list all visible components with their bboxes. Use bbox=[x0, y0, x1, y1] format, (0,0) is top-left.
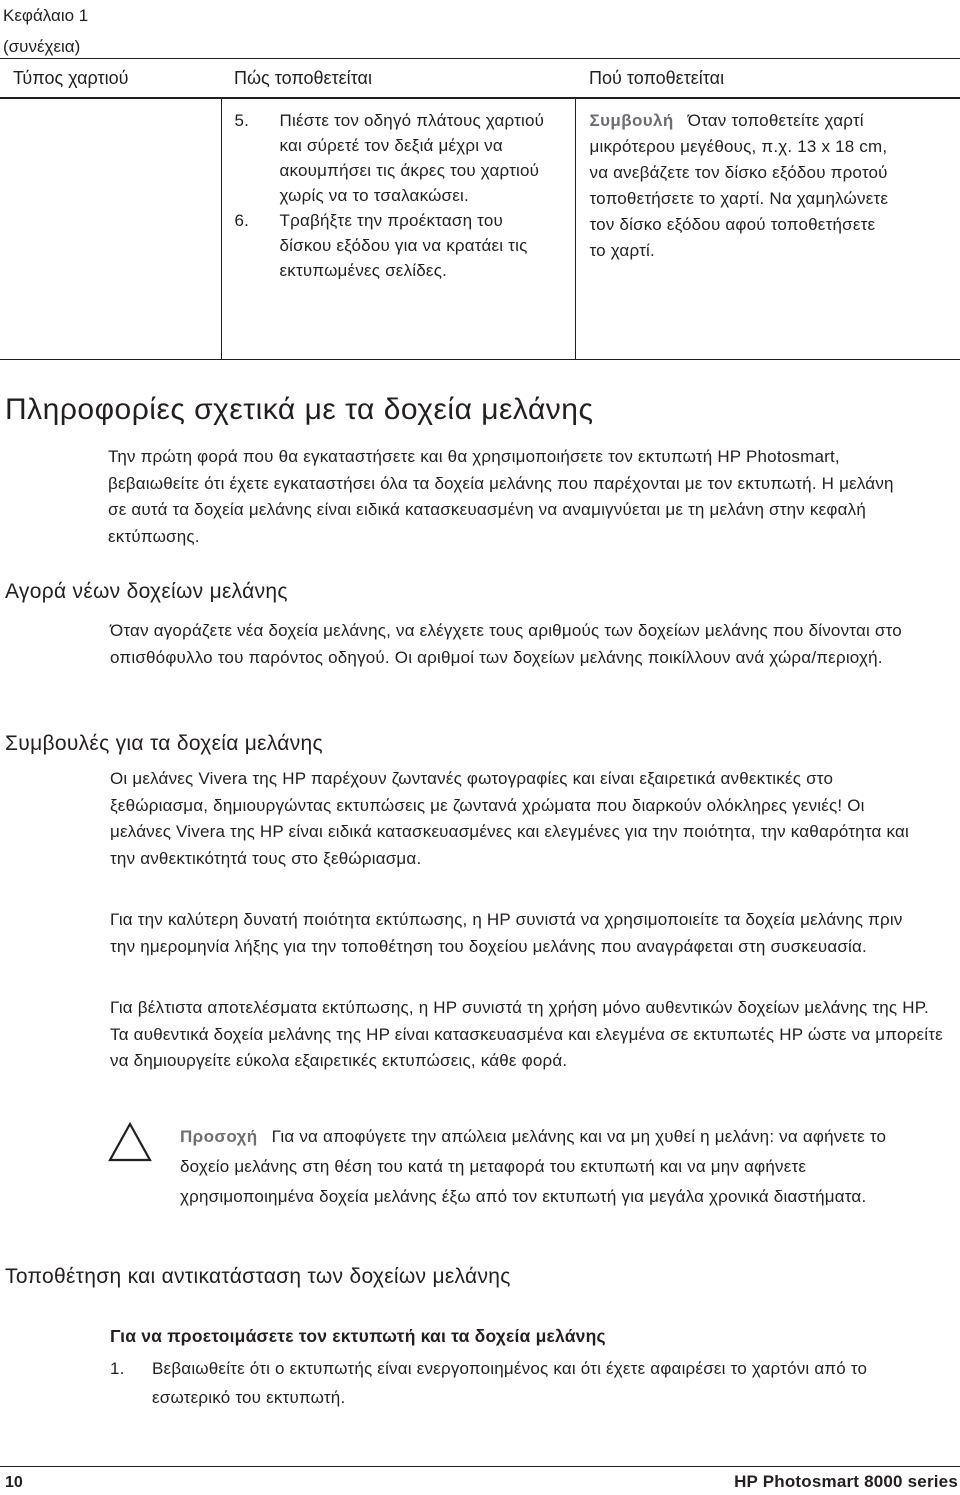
step-text: Βεβαιωθείτε ότι ο εκτυπωτής είναι ενεργοποιημένος και ότι έχετε αφαιρέσει το χαρτόνι από το εσωτερικό του εκτυπωτή. bbox=[152, 1359, 868, 1407]
loading-steps-list bbox=[222, 99, 575, 283]
procedure-title: Για να προετοιμάσετε τον εκτυπωτή και τα δοχεία μελάνης bbox=[110, 1326, 606, 1346]
table-header-row bbox=[0, 59, 960, 99]
list-item bbox=[110, 1354, 930, 1412]
caution-label: Προσοχή bbox=[180, 1127, 258, 1146]
subsection-title-buying: Αγορά νέων δοχείων μελάνης bbox=[5, 580, 288, 603]
subsection-title-replace: Τοποθέτηση και αντικατάσταση των δοχείων μελάνης bbox=[5, 1265, 511, 1288]
step-number: 6. bbox=[234, 211, 250, 230]
list-item bbox=[235, 208, 575, 283]
table-row bbox=[0, 98, 960, 360]
tip-text: Όταν τοποθετείτε χαρτί μικρότερου μεγέθους, π.χ. 13 x 18 cm, να ανεβάζετε τον δίσκο εξόδου προτού τοποθετήσετε το χαρτί. Να χαμηλώνετε τον δίσκο εξόδου αφού τοποθετήσετε το χαρτί. bbox=[589, 111, 889, 260]
tips-paragraph: Οι μελάνες Vivera της HP παρέχουν ζωντανές φωτογραφίες και είναι εξαιρετικά ανθεκτικές στο ξεθώριασμα, δημιουργώντας εκτυπώσεις με ζωντανά χρώματα που διαρκούν ολόκληρες γενιές! Οι μελάνες Vivera της HP είναι ειδικά κατασκευασμένες και ελεγμένες για την ποιότητα, την καθαρότητα και την ανθεκτικότητά τους στο ξεθώριασμα. bbox=[110, 769, 909, 868]
ink-info-intro: Την πρώτη φορά που θα εγκαταστήσετε και θα χρησιμοποιήσετε τον εκτυπωτή HP Photosmart, βεβαιωθείτε ότι έχετε εγκαταστήσει όλα τα δοχεία μελάνης που παρέχονται με τον εκτυπωτή. Η μελάνη σε αυτά τα δοχεία μελάνης είναι ειδικά κατασκευασμένη να αναμιγνύεται με τη μελάνη στην κεφαλή εκτύπωσης. bbox=[108, 447, 894, 546]
section-title-ink-info: Πληροφορίες σχετικά με τα δοχεία μελάνης bbox=[5, 393, 594, 426]
chapter-continued: (συνέχεια) bbox=[3, 37, 81, 56]
column-header-where-to-load: Πού τοποθετείται bbox=[575, 59, 960, 99]
tip-note bbox=[576, 99, 890, 264]
caution-note bbox=[108, 1122, 948, 1212]
footer-divider bbox=[0, 1466, 960, 1467]
tips-paragraph: Για την καλύτερη δυνατή ποιότητα εκτύπωσης, η HP συνιστά να χρησιμοποιείτε τα δοχεία μελάνης πριν την ημερομηνία λήξης για την τοποθέτηση του δοχείου μελάνης που αναγράφεται στη συσκευασία. bbox=[110, 910, 903, 956]
list-item bbox=[235, 108, 575, 208]
column-header-paper-type: Τύπος χαρτιού bbox=[0, 59, 221, 99]
buying-text: Όταν αγοράζετε νέα δοχεία μελάνης, να ελέγχετε τους αριθμούς των δοχείων μελάνης που δίνονται στο οπισθόφυλλο του παρόντος οδηγού. Οι αριθμοί των δοχείων μελάνης ποικίλλουν ανά χώρα/περιοχή. bbox=[110, 621, 902, 667]
subsection-title-tips: Συμβουλές για τα δοχεία μελάνης bbox=[5, 732, 323, 755]
column-header-how-to-load: Πώς τοποθετείται bbox=[221, 59, 575, 99]
step-text: Πιέστε τον οδηγό πλάτους χαρτιού και σύρετέ τον δεξιά μέχρι να ακουμπήσει τις άκρες του χαρτιού χωρίς να το τσαλακώσει. bbox=[279, 111, 545, 205]
caution-text: Για να αποφύγετε την απώλεια μελάνης και να μη χυθεί η μελάνη: να αφήνετε το δοχείο μελάνης στη θέση του κατά τη μεταφορά του εκτυπωτή και να μην αφήνετε χρησιμοποιημένα δοχεία μελάνης έξω από τον εκτυπωτή για μεγάλα χρονικά διαστήματα. bbox=[180, 1127, 887, 1206]
tips-paragraph: Για βέλτιστα αποτελέσματα εκτύπωσης, η HP συνιστά τη χρήση μόνο αυθεντικών δοχείων μελάνης της HP. Τα αυθεντικά δοχεία μελάνης της HP είναι κατασκευασμένα και ελεγμένα σε εκτυπωτές HP ώστε να μπορείτε να δημιουργείτε εύκολα εξαιρετικές εκτυπώσεις, κάθε φορά. bbox=[110, 998, 943, 1070]
where-to-load-cell bbox=[575, 98, 960, 360]
product-name: HP Photosmart 8000 series bbox=[734, 1472, 958, 1491]
chapter-header bbox=[3, 0, 88, 62]
paper-loading-table bbox=[0, 58, 960, 360]
warning-triangle-icon bbox=[108, 1122, 180, 1212]
step-text: Τραβήξτε την προέκταση του δίσκου εξόδου για να κρατάει τις εκτυπωμένες σελίδες. bbox=[279, 211, 528, 280]
chapter-title: Κεφάλαιο 1 bbox=[3, 6, 89, 25]
paper-type-cell bbox=[0, 98, 221, 360]
step-number: 5. bbox=[234, 111, 250, 130]
page-number: 10 bbox=[5, 1474, 23, 1491]
step-number: 1. bbox=[110, 1359, 125, 1378]
how-to-load-cell bbox=[221, 98, 575, 360]
tip-label: Συμβουλή bbox=[589, 111, 674, 130]
